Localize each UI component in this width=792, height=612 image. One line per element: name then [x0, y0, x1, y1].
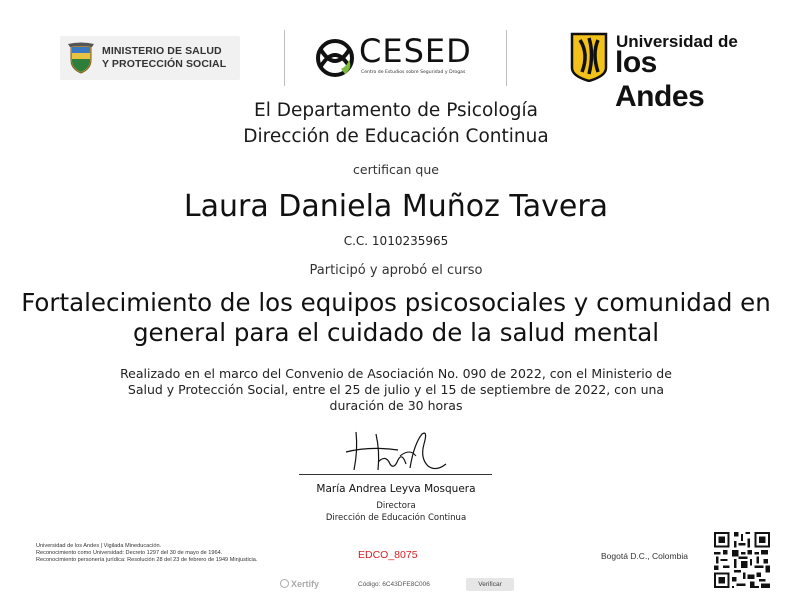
course-detail-line1: Realizado en el marco del Convenio de Asociación No. 090 de 2022, con el Ministerio de: [120, 366, 672, 381]
certify-text: certifican que: [353, 162, 439, 177]
signature-line: [299, 474, 492, 475]
course-detail-line2: Salud y Protección Social, entre el 25 de julio y el 15 de septiembre de 2022, con una: [127, 382, 665, 397]
issue-city: Bogotá D.C., Colombia: [601, 551, 688, 561]
cesed-mark-icon: [313, 36, 357, 80]
header-divider: [284, 30, 285, 86]
xertify-logo-icon: [280, 579, 289, 588]
department-subtitle: Dirección de Educación Continua: [243, 126, 549, 147]
ministry-logo: [60, 36, 240, 80]
handwritten-signature: [340, 426, 452, 476]
uniandes-name-line2: los Andes: [615, 46, 705, 113]
ministry-name: MINISTERIO DE SALUD Y PROTECCIÓN SOCIAL: [102, 45, 227, 70]
verification-code: Código: 6C43DFE8C006: [358, 581, 430, 588]
uniandes-shield-icon: [570, 32, 608, 82]
course-title-line2: general para el cuidado de la salud mental: [132, 318, 660, 347]
xertify-brand: Xertify: [280, 579, 319, 589]
verify-button[interactable]: Verificar: [466, 578, 514, 591]
cesed-subtitle: Centro de Estudios sobre Seguridad y Drogas: [361, 70, 466, 75]
course-detail-line3: duración de 30 horas: [329, 398, 463, 413]
signer-name: María Andrea Leyva Mosquera: [316, 483, 476, 495]
signer-role: Directora: [376, 501, 416, 511]
cesed-logo: [313, 34, 473, 82]
signer-department: Dirección de Educación Continua: [325, 513, 467, 523]
cesed-wordmark: CESED: [359, 32, 472, 70]
participation-text: Participó y aprobó el curso: [309, 263, 483, 278]
course-title-line1: Fortalecimiento de los equipos psicosociales y comunidad en: [21, 288, 771, 317]
department-title: El Departamento de Psicología: [254, 100, 538, 121]
legal-notice: Universidad de los Andes | Vigilada Mineducación. Reconocimiento como Universidad: Decreto 1297 del 30 de mayo de 1964. Reconocimiento personería jurídica: Resolución 28 del 23 de febrero de 1949 Minjusticia.: [36, 543, 258, 563]
recipient-id: C.C. 1010235965: [343, 234, 449, 248]
header-divider: [506, 30, 507, 86]
uniandes-name-line1: Universidad de: [616, 32, 738, 51]
qr-code-icon[interactable]: [714, 532, 770, 588]
recipient-name: Laura Daniela Muñoz Tavera: [183, 189, 609, 224]
certificate-code: EDCO_8075: [358, 549, 418, 561]
uniandes-logo: [570, 32, 740, 113]
colombia-crest-icon: [66, 42, 96, 74]
